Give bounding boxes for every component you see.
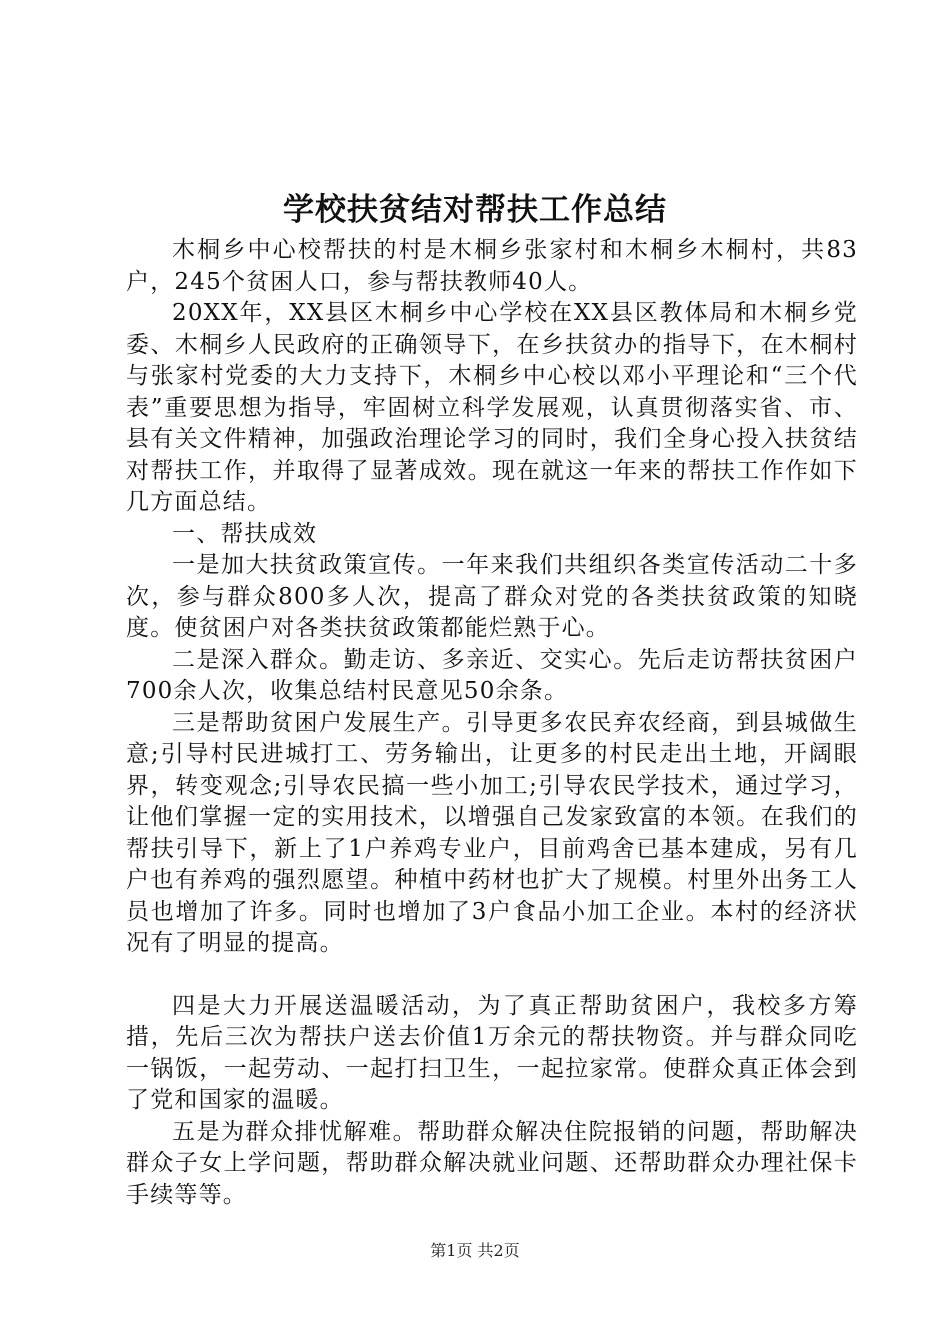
page-footer: 第1页 共2页 — [430, 1241, 520, 1260]
document-title: 学校扶贫结对帮扶工作总结 — [283, 192, 667, 228]
section-heading-results: 一、帮扶成效 — [172, 520, 318, 547]
document-body — [126, 235, 858, 1211]
paragraph-item-4: 四是大力开展送温暖活动，为了真正帮助贫困户，我校多方筹措，先后三次为帮扶户送去价值1万余元的帮扶物资。并与群众同吃一锅饭，一起劳动、一起打扫卫生，一起拉家常。使群众真正体会到了党和国家的温暖。 — [126, 992, 858, 1113]
paragraph-intro: 木桐乡中心校帮扶的村是木桐乡张家村和木桐乡木桐村，共83户，245个贫困人口，参与帮扶教师40人。 — [126, 237, 858, 295]
paragraph-item-1: 一是加大扶贫政策宣传。一年来我们共组织各类宣传活动二十多次，参与群众800多人次，提高了群众对党的各类扶贫政策的知晓度。使贫困户对各类扶贫政策都能烂熟于心。 — [126, 552, 858, 641]
paragraph-item-5: 五是为群众排忧解难。帮助群众解决住院报销的问题，帮助解决群众子女上学问题，帮助群众解决就业问题、还帮助群众办理社保卡手续等等。 — [126, 1118, 858, 1208]
paragraph-item-3: 三是帮助贫困户发展生产。引导更多农民弃农经商，到县城做生意;引导村民进城打工、劳务输出，让更多的村民走出土地，开阔眼界，转变观念;引导农民搞一些小加工;引导农民学技术，通过学习，让他们掌握一定的实用技术，以增强自己发家致富的本领。在我们的帮扶引导下，新上了1户养鸡专业户，目前鸡舍已基本建成，另有几户也有养鸡的强烈愿望。种植中药材也扩大了规模。村里外出务工人员也增加了许多。同时也增加了3户食品小加工企业。本村的经济状况有了明显的提高。 — [126, 709, 858, 956]
paragraph-item-2: 二是深入群众。勤走访、多亲近、交实心。先后走访帮扶贫困户700余人次，收集总结村民意见50余条。 — [126, 646, 858, 704]
paragraph-overview: 20XX年，XX县区木桐乡中心学校在XX县区教体局和木桐乡党委、木桐乡人民政府的正确领导下，在乡扶贫办的指导下，在木桐村与张家村党委的大力支持下，木桐乡中心校以邓小平理论和“三个代表”重要思想为指导，牢固树立科学发展观，认真贯彻落实省、市、县有关文件精神，加强政治理论学习的同时，我们全身心投入扶贫结对帮扶工作，并取得了显著成效。现在就这一年来的帮扶工作作如下几方面总结。 — [126, 300, 858, 515]
